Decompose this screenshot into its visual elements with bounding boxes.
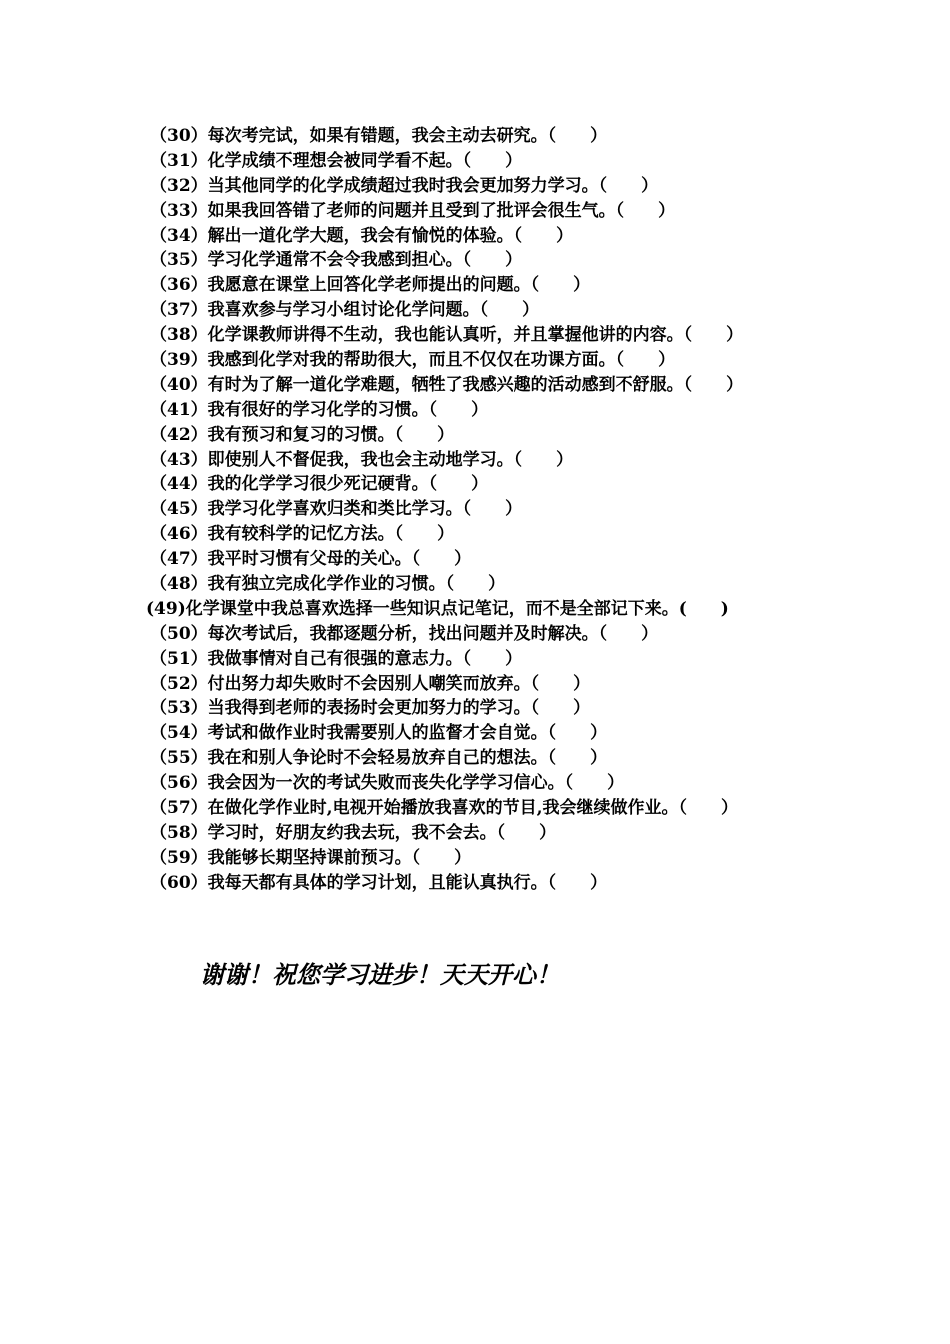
question-item: （50）每次考试后，我都逐题分析，找出问题并及时解决。（ ） bbox=[150, 623, 659, 644]
question-item: （35）学习化学通常不会令我感到担心。（ ） bbox=[150, 250, 523, 271]
question-item: （44）我的化学学习很少死记硬背。（ ） bbox=[150, 474, 489, 495]
question-item: （41）我有很好的学习化学的习惯。（ ） bbox=[150, 399, 489, 420]
question-item: （37）我喜欢参与学习小组讨论化学问题。（ ） bbox=[150, 300, 540, 321]
question-list bbox=[146, 124, 830, 896]
closing-message: 谢谢！祝您学习进步！天天开心！ bbox=[200, 960, 560, 989]
question-item: （57）在做化学作业时,电视开始播放我喜欢的节目,我会继续做作业。（ ） bbox=[150, 798, 738, 819]
question-item: （46）我有较科学的记忆方法。（ ） bbox=[150, 524, 455, 545]
question-item: （54）考试和做作业时我需要别人的监督才会自觉。（ ） bbox=[150, 723, 608, 744]
question-item: (49)化学课堂中我总喜欢选择一些知识点记笔记，而不是全部记下来。( ) bbox=[146, 598, 729, 619]
question-item: （60）我每天都有具体的学习计划，且能认真执行。（ ） bbox=[150, 872, 608, 893]
question-item: （43）即使别人不督促我，我也会主动地学习。（ ） bbox=[150, 449, 574, 470]
question-item: （47）我平时习惯有父母的关心。（ ） bbox=[150, 549, 472, 570]
question-item: （55）我在和别人争论时不会轻易放弃自己的想法。（ ） bbox=[150, 748, 608, 769]
question-item: （40）有时为了解一道化学难题，牺牲了我感兴趣的活动感到不舒服。（ ） bbox=[150, 374, 744, 395]
question-item: （31）化学成绩不理想会被同学看不起。（ ） bbox=[150, 150, 523, 171]
question-item: （32）当其他同学的化学成绩超过我时我会更加努力学习。（ ） bbox=[150, 175, 659, 196]
question-item: （34）解出一道化学大题，我会有愉悦的体验。（ ） bbox=[150, 225, 574, 246]
question-item: （56）我会因为一次的考试失败而丧失化学学习信心。（ ） bbox=[150, 773, 625, 794]
question-item: （48）我有独立完成化学作业的习惯。（ ） bbox=[150, 574, 506, 595]
question-item: （45）我学习化学喜欢归类和类比学习。（ ） bbox=[150, 499, 523, 520]
question-item: （36）我愿意在课堂上回答化学老师提出的问题。（ ） bbox=[150, 275, 591, 296]
question-item: （53）当我得到老师的表扬时会更加努力的学习。（ ） bbox=[150, 698, 591, 719]
question-item: （33）如果我回答错了老师的问题并且受到了批评会很生气。（ ） bbox=[150, 200, 676, 221]
question-item: （30）每次考完试，如果有错题，我会主动去研究。（ ） bbox=[150, 126, 608, 146]
question-item: （59）我能够长期坚持课前预习。（ ） bbox=[150, 847, 472, 868]
question-item: （39）我感到化学对我的帮助很大，而且不仅仅在功课方面。（ ） bbox=[150, 350, 676, 371]
question-item: （51）我做事情对自己有很强的意志力。（ ） bbox=[150, 648, 523, 669]
question-item: （58）学习时，好朋友约我去玩，我不会去。（ ） bbox=[150, 822, 557, 843]
question-item: （38）化学课教师讲得不生动，我也能认真听，并且掌握他讲的内容。（ ） bbox=[150, 325, 744, 346]
question-item: （42）我有预习和复习的习惯。（ ） bbox=[150, 424, 455, 445]
question-item: （52）付出努力却失败时不会因别人嘲笑而放弃。（ ） bbox=[150, 673, 591, 694]
